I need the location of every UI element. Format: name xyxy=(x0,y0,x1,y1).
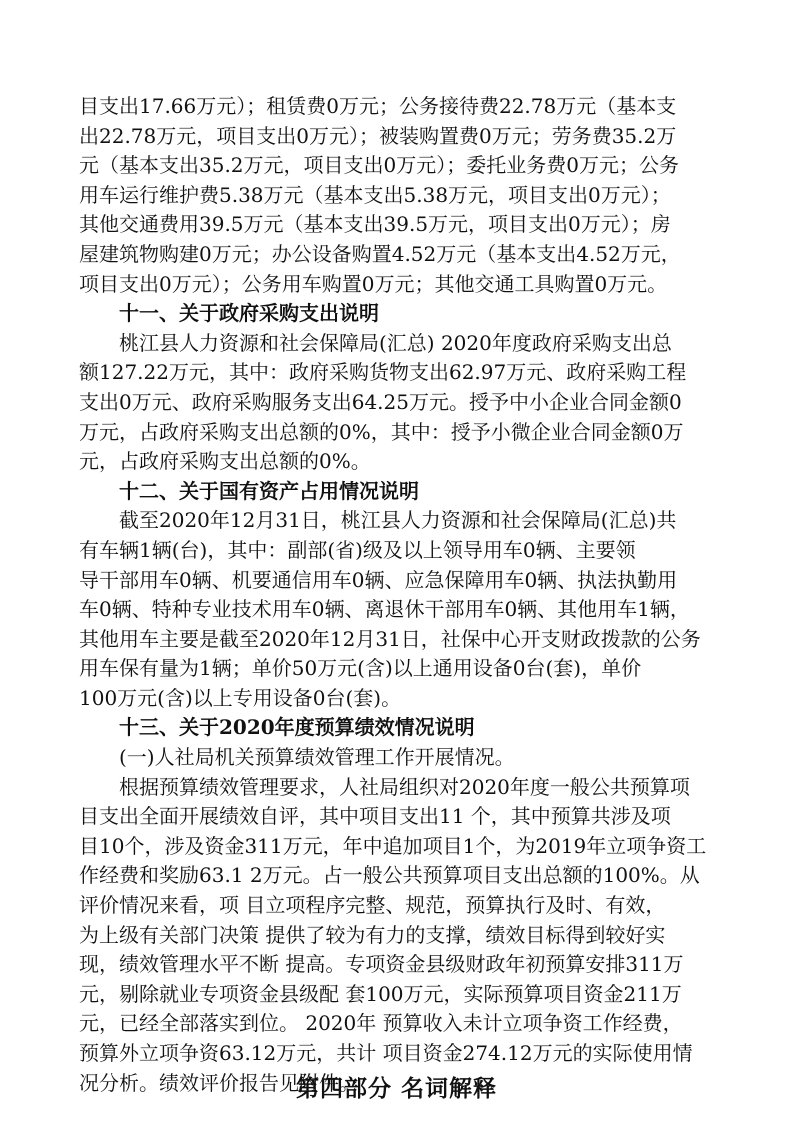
text-line: 用车运行维护费5.38万元（基本支出5.38万元，项目支出0万元）； xyxy=(79,182,671,207)
paragraph-expenditure-details xyxy=(79,92,719,299)
section-heading-state-assets: 十二、关于国有资产占用情况说明 xyxy=(119,478,419,503)
section-heading-performance: 十三、关于2020年度预算绩效情况说明 xyxy=(119,715,475,740)
text-line: 屋建筑物购建0万元；办公设备购置4.52万元（基本支出4.52万元， xyxy=(79,241,681,266)
paragraph-performance xyxy=(79,773,719,1099)
text-line: 100万元(含)以上专用设备0台(套)。 xyxy=(79,685,402,710)
part-four-title: 第四部分 名词解释 xyxy=(295,1076,497,1102)
text-line: 用车保有量为1辆；单价50万元(含)以上通用设备0台(套)，单价 xyxy=(79,656,642,681)
text-line: 目支出17.66万元）；租赁费0万元；公务接待费22.78万元（基本支 xyxy=(79,94,677,118)
paragraph-state-assets xyxy=(79,506,719,713)
section-heading-procurement: 十一、关于政府采购支出说明 xyxy=(119,301,379,326)
text-line: 目10个，涉及资金311万元，年中追加项目1个，为2019年立项争资工 xyxy=(79,833,707,858)
subheading-performance-management: (一)人社局机关预算绩效管理工作开展情况。 xyxy=(119,745,515,770)
text-line: 作经费和奖励63.1 2万元。占一般公共预算项目支出总额的100%。从 xyxy=(79,863,700,888)
text-line: 导干部用车0辆、机要通信用车0辆、应急保障用车0辆、执法执勤用 xyxy=(79,567,678,592)
text-line: 评价情况来看，项 目立项程序完整、规范，预算执行及时、有效， xyxy=(79,893,666,918)
text-line: 预算外立项争资63.12万元，共计 项目资金274.12万元的实际使用情 xyxy=(79,1041,693,1065)
text-line: 额127.22万元，其中：政府采购货物支出62.97万元、政府采购工程 xyxy=(79,360,687,385)
text-line: 出22.78万元，项目支出0万元）；被装购置费0万元；劳务费35.2万 xyxy=(79,123,677,148)
text-line: 现，绩效管理水平不断 提高。专项资金县级财政年初预算安排311万 xyxy=(79,952,684,977)
text-line: 其他用车主要是截至2020年12月31日，社保中心开支财政拨款的公务 xyxy=(79,626,701,651)
text-line: 支出0万元、政府采购服务支出64.25万元。授予中小企业合同金额0 xyxy=(79,389,682,414)
paragraph-procurement xyxy=(79,329,719,477)
text-line: 项目支出0万元）；公务用车购置0万元；其他交通工具购置0万元。 xyxy=(79,271,668,296)
text-line: 元，已经全部落实到位。 2020年 预算收入未计立项争资工作经费， xyxy=(79,1011,683,1036)
text-line: 根据预算绩效管理要求，人社局组织对2020年度一般公共预算项 xyxy=(119,774,690,799)
text-line: 目支出全面开展绩效自评，其中项目支出11 个，其中预算共涉及项 xyxy=(79,804,671,829)
text-line: 桃江县人力资源和社会保障局(汇总) 2020年度政府采购支出总 xyxy=(119,330,672,355)
text-line: 况分析。绩效评价报告见附件。 xyxy=(79,1070,359,1095)
document-body xyxy=(79,92,719,1098)
text-line: 元（基本支出35.2万元，项目支出0万元）；委托业务费0万元；公务 xyxy=(79,153,679,178)
text-line: 有车辆1辆(台)，其中：副部(省)级及以上领导用车0辆、主要领 xyxy=(79,537,636,562)
text-line: 截至2020年12月31日，桃江县人力资源和社会保障局(汇总)共 xyxy=(119,508,677,533)
text-line: 车0辆、特种专业技术用车0辆、离退休干部用车0辆、其他用车1辆， xyxy=(79,597,690,622)
text-line: 元，占政府采购支出总额的0%。 xyxy=(79,449,371,474)
text-line: 万元，占政府采购支出总额的0%，其中：授予小微企业合同金额0万 xyxy=(79,419,684,444)
text-line: 为上级有关部门决策 提供了较为有力的支撑，绩效目标得到较好实 xyxy=(79,922,666,947)
text-line: 元，剔除就业专项资金县级配 套100万元，实际预算项目资金211万 xyxy=(79,981,682,1006)
text-line: 其他交通费用39.5万元（基本支出39.5万元，项目支出0万元）；房 xyxy=(79,212,671,237)
